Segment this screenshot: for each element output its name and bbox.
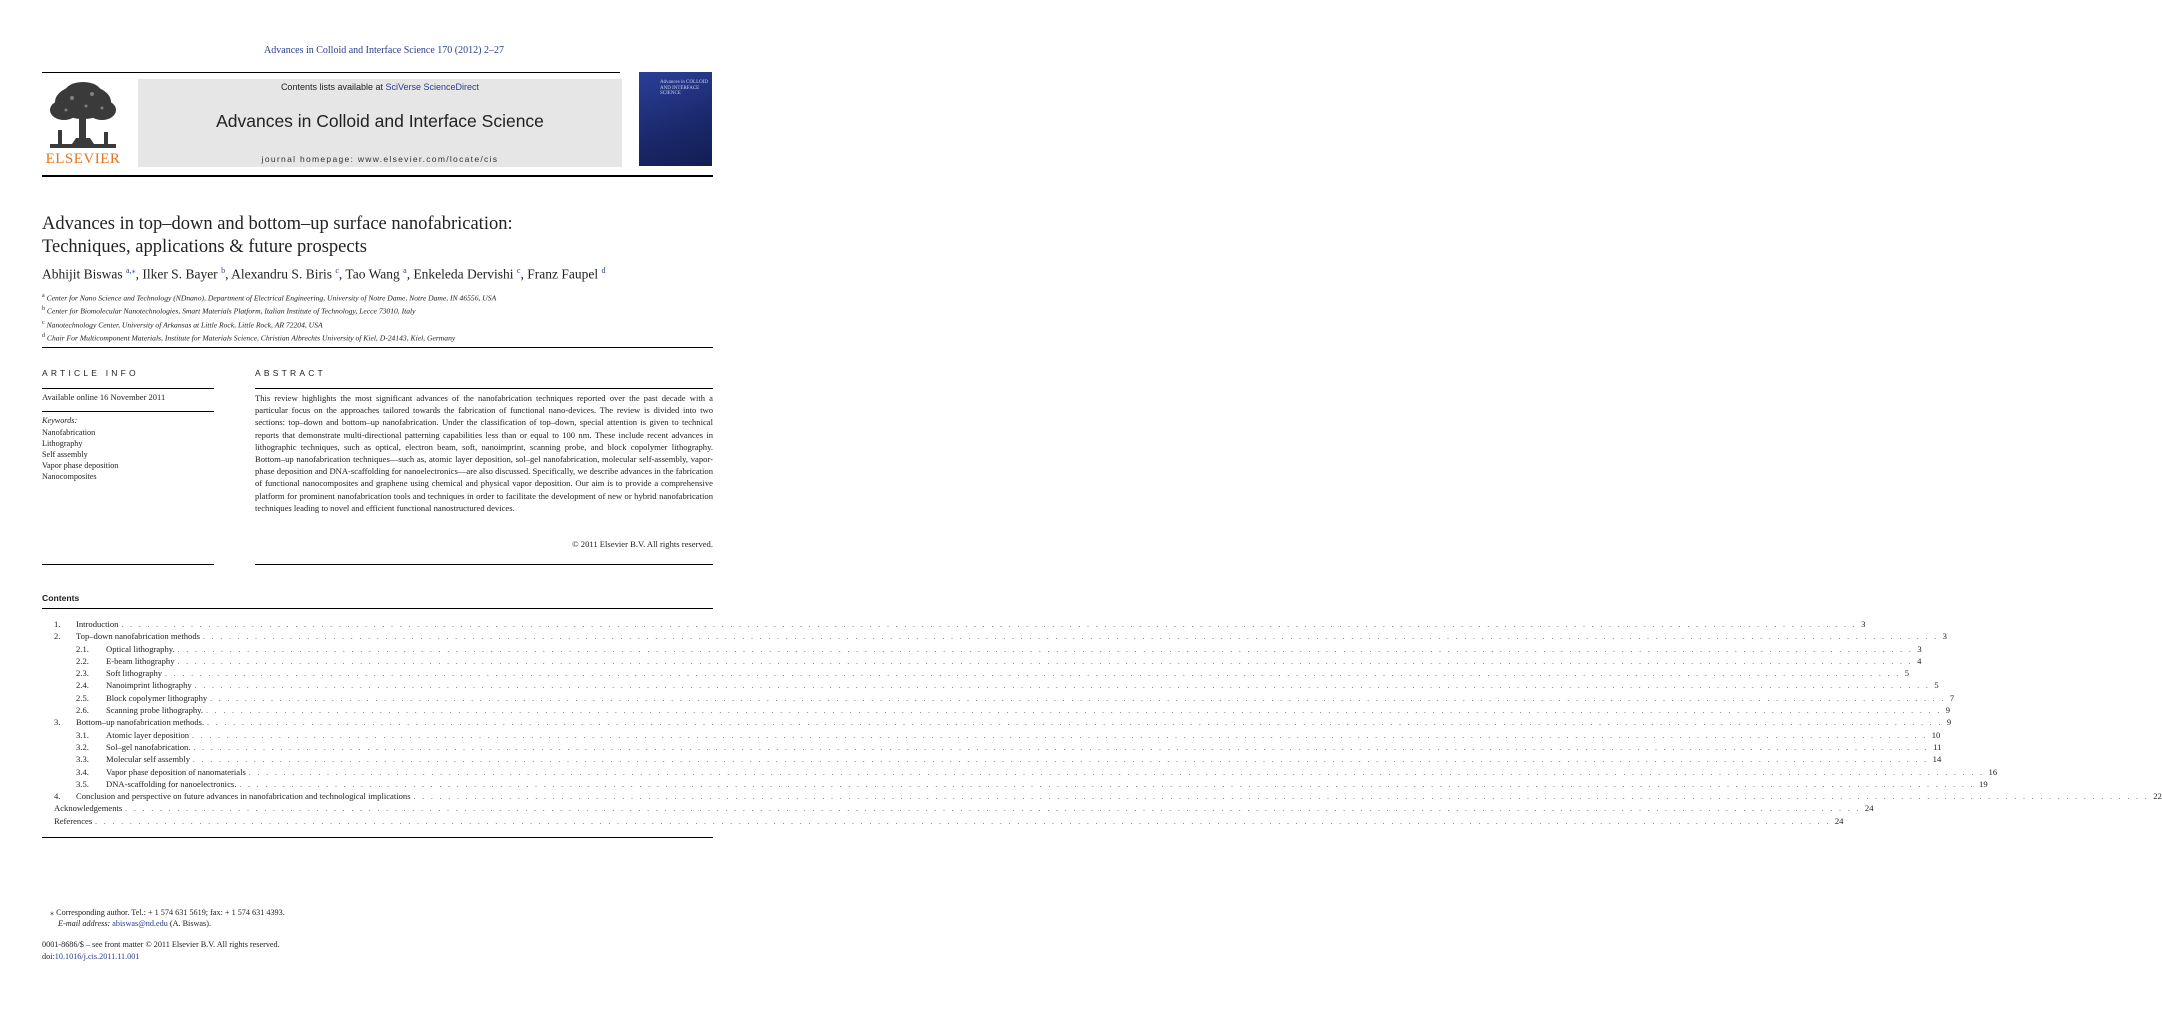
toc-entry-title[interactable]: DNA-scaffolding for nanoelectronics. — [106, 778, 237, 789]
toc-leader-dots: . . . . . . . . . . . . . . . . . . . . . . . . . . . . . . . . . . . . . . . . . . . . . . . . . . . . . . . . . . . . . . . . . . . . . . . . . . . . . . . . . . . . . . . . . . . . . . . . . . . . . . . . . . . . . . . . . . . . . . . . . . . . . . . . . . . . . . . . . . . . . . . . . . . . . . . . . . . . . . . . . . . . . . . . . . . . . . . . . . . . . . . . . . . . . . . . . . . . . . . . — [207, 719, 1943, 728]
available-online-date: Available online 16 November 2011 — [42, 392, 166, 402]
toc-leader-dots: . . . . . . . . . . . . . . . . . . . . . . . . . . . . . . . . . . . . . . . . . . . . . . . . . . . . . . . . . . . . . . . . . . . . . . . . . . . . . . . . . . . . . . . . . . . . . . . . . . . . . . . . . . . . . . . . . . . . . . . . . . . . . . . . . . . . . . . . . . . . . . . . . . . . . . . . . . . . . . . . . . . . . . . . . . . . . . . . . . . . . . . . . . . . . . . . . . . . . . . . — [194, 682, 1931, 691]
article-title-line-2: Techniques, applications & future prospects — [42, 237, 367, 257]
contents-divider — [42, 837, 713, 838]
author-affiliation-link[interactable]: b — [221, 266, 226, 275]
toc-entry-number: 2. — [54, 631, 61, 642]
homepage-link[interactable]: www.elsevier.com/locate/cis — [357, 154, 499, 164]
toc-entry-page: 9 — [1946, 717, 1952, 728]
toc-entry-number: 2.1. — [76, 643, 89, 654]
toc-entry-title[interactable]: Acknowledgements — [54, 803, 123, 814]
toc-entry-title[interactable]: Optical lithography. — [106, 643, 175, 654]
toc-entry-page: 5 — [1934, 680, 1939, 691]
affiliation-marker: d — [42, 332, 45, 339]
affiliation-text: Center for Nano Science and Technology (NDnano), Department of Electrical Engineering, University of Notre Dame, Notre Dame, IN 46556, USA — [46, 293, 497, 303]
affiliation-list — [42, 291, 742, 344]
toc-entry-number: 3.2. — [76, 741, 89, 752]
article-info-divider — [42, 388, 214, 389]
author-affiliation-link[interactable]: a,⁎ — [126, 266, 136, 275]
author-affiliation-link[interactable]: c — [335, 266, 339, 275]
toc-entry-page: 19 — [1979, 778, 1988, 789]
toc-leader-dots: . . . . . . . . . . . . . . . . . . . . . . . . . . . . . . . . . . . . . . . . . . . . . . . . . . . . . . . . . . . . . . . . . . . . . . . . . . . . . . . . . . . . . . . . . . . . . . . . . . . . . . . . . . . . . . . . . . . . . . . . . . . . . . . . . . . . . . . . . . . . . . . . . . . . . . . . . . . . . . . . . . . . . . . . . . . . . . . . . . . . . . . . . . . . . . . . . . . . . . . . — [248, 768, 1985, 777]
toc-entry-number: 2.4. — [76, 680, 89, 691]
toc-entry-title[interactable]: Molecular self assembly — [106, 754, 191, 765]
toc-entry[interactable] — [42, 753, 1942, 765]
toc-entry-number: 2.5. — [76, 692, 89, 703]
toc-leader-dots: . . . . . . . . . . . . . . . . . . . . . . . . . . . . . . . . . . . . . . . . . . . . . . . . . . . . . . . . . . . . . . . . . . . . . . . . . . . . . . . . . . . . . . . . . . . . . . . . . . . . . . . . . . . . . . . . . . . . . . . . . . . . . . . . . . . . . . . . . . . . . . . . . . . . . . . . . . . . . . . . . . . . . . . . . . . . . . . . . . . . . . . . . . . . . . . . . . . . . . . . — [125, 805, 1861, 814]
toc-entry[interactable] — [42, 667, 1910, 679]
toc-leader-dots: . . . . . . . . . . . . . . . . . . . . . . . . . . . . . . . . . . . . . . . . . . . . . . . . . . . . . . . . . . . . . . . . . . . . . . . . . . . . . . . . . . . . . . . . . . . . . . . . . . . . . . . . . . . . . . . . . . . . . . . . . . . . . . . . . . . . . . . . . . . . . . . . . . . . . . . . . . . . . . . . . . . . . . . . . . . . . . . . . . . . . . . . . . . . . . . . . . . . . . . . — [413, 793, 2150, 802]
toc-leader-dots: . . . . . . . . . . . . . . . . . . . . . . . . . . . . . . . . . . . . . . . . . . . . . . . . . . . . . . . . . . . . . . . . . . . . . . . . . . . . . . . . . . . . . . . . . . . . . . . . . . . . . . . . . . . . . . . . . . . . . . . . . . . . . . . . . . . . . . . . . . . . . . . . . . . . . . . . . . . . . . . . . . . . . . . . . . . . . . . . . . . . . . . . . . . . . . . . . . . . . . . . — [210, 694, 1946, 703]
toc-entry-number: 3. — [54, 717, 61, 728]
toc-entry[interactable] — [42, 741, 1942, 753]
journal-title: Advances in Colloid and Interface Science — [216, 111, 544, 131]
article-info-divider — [42, 411, 214, 412]
keyword-item: Lithography — [42, 439, 83, 448]
toc-entry-page: 7 — [1949, 692, 1955, 703]
author-name: Abhijit Biswas — [42, 266, 127, 282]
keywords-label: Keywords: — [42, 416, 78, 425]
keyword-item: Nanofabrication — [42, 428, 96, 437]
toc-entry-number: 2.6. — [76, 705, 89, 716]
toc-leader-dots: . . . . . . . . . . . . . . . . . . . . . . . . . . . . . . . . . . . . . . . . . . . . . . . . . . . . . . . . . . . . . . . . . . . . . . . . . . . . . . . . . . . . . . . . . . . . . . . . . . . . . . . . . . . . . . . . . . . . . . . . . . . . . . . . . . . . . . . . . . . . . . . . . . . . . . . . . . . . . . . . . . . . . . . . . . . . . . . . . . . . . . . . . . . . . . . . . . . . . . . . — [202, 633, 1939, 642]
toc-entry-page: 11 — [1933, 741, 1942, 752]
toc-entry-title[interactable]: Top–down nanofabrication methods — [76, 631, 200, 642]
toc-entry-page: 24 — [1834, 815, 1844, 826]
toc-entry-number: 2.2. — [76, 655, 89, 666]
toc-entry-page: 4 — [1917, 655, 1922, 666]
toc-entry-number: 1. — [54, 619, 61, 629]
journal-homepage-line — [138, 154, 622, 164]
toc-leader-dots: . . . . . . . . . . . . . . . . . . . . . . . . . . . . . . . . . . . . . . . . . . . . . . . . . . . . . . . . . . . . . . . . . . . . . . . . . . . . . . . . . . . . . . . . . . . . . . . . . . . . . . . . . . . . . . . . . . . . . . . . . . . . . . . . . . . . . . . . . . . . . . . . . . . . . . . . . . . . . . . . . . . . . . . . . . . . . . . . . . . . . . . . . . . . . . . . . . . . . . . . — [193, 743, 1930, 752]
toc-leader-dots: . . . . . . . . . . . . . . . . . . . . . . . . . . . . . . . . . . . . . . . . . . . . . . . . . . . . . . . . . . . . . . . . . . . . . . . . . . . . . . . . . . . . . . . . . . . . . . . . . . . . . . . . . . . . . . . . . . . . . . . . . . . . . . . . . . . . . . . . . . . . . . . . . . . . . . . . . . . . . . . . . . . . . . . . . . . . . . . . . . . . . . . . . . . . . . . . . . . . . . . . — [239, 780, 1976, 789]
toc-entry-title[interactable]: Nanoimprint lithography — [106, 680, 192, 691]
toc-entry[interactable] — [42, 679, 1939, 691]
header-bottom-divider — [42, 175, 713, 177]
toc-entry-page: 5 — [1904, 668, 1910, 679]
toc-leader-dots: . . . . . . . . . . . . . . . . . . . . . . . . . . . . . . . . . . . . . . . . . . . . . . . . . . . . . . . . . . . . . . . . . . . . . . . . . . . . . . . . . . . . . . . . . . . . . . . . . . . . . . . . . . . . . . . . . . . . . . . . . . . . . . . . . . . . . . . . . . . . . . . . . . . . . . . . . . . . . . . . . . . . . . . . . . . . . . . . . . . . . . . . . . . . . . . . . . . . . . . . — [206, 707, 1942, 716]
toc-entry-number: 2.3. — [76, 668, 89, 679]
toc-entry-title[interactable]: Soft lithography — [106, 668, 163, 679]
abstract-body: This review highlights the most significant advances of the nanofabrication techniques reported over the past decade with a particular focus on the approaches tailored towards the fabrication of functional nano-devices. The review is divided into two sections: top–down and bottom–up nanofabrication. Under the classification of top–down, special attention is given to technical reports that demonstrate multi-directional patterning capabilities less than or equal to 100 nm. These include recent advances in lithographic techniques, such as optical, electron beam, soft, nanoimprint, scanning probe, and block copolymer lithography. Bottom–up nanofabrication techniques—such as, atomic layer deposition, sol–gel nanofabrication, molecular self-assembly, vapor-phase deposition and DNA-scaffolding for nanoelectronics—are also discussed. Specifically, we describe advances in the fabrication of functional nanocomposites and graphene using chemical and physical vapor deposition. Our aim is to provide a comprehensive platform for prominent nanofabrication tools and techniques in order to facilitate the development of new or hybrid nanofabrication techniques leading to novel and efficient functional nanostructured devices. — [255, 393, 713, 513]
toc-entry[interactable] — [42, 643, 1922, 655]
toc-entry-page: 14 — [1932, 754, 1942, 765]
author-affiliation-link[interactable]: c — [516, 266, 521, 275]
author-affiliation-link[interactable]: d — [601, 266, 606, 275]
affiliation-marker: a — [42, 293, 45, 299]
article-title — [42, 213, 722, 259]
contents-available-line — [138, 82, 622, 92]
doi-prefix: doi: — [42, 952, 55, 961]
contents-heading: Contents — [42, 593, 80, 603]
toc-entry-title[interactable]: Conclusion and perspective on future advances in nanofabrication and technological implications — [76, 791, 411, 802]
author-separator: , — [135, 266, 143, 282]
affiliation-text: Nanotechnology Center, University of Arkansas at Little Rock, Little Rock, AR 72204, USA — [46, 320, 323, 330]
author-name: Franz Faupel — [527, 266, 602, 282]
affiliations-divider — [42, 347, 713, 348]
toc-leader-dots: . . . . . . . . . . . . . . . . . . . . . . . . . . . . . . . . . . . . . . . . . . . . . . . . . . . . . . . . . . . . . . . . . . . . . . . . . . . . . . . . . . . . . . . . . . . . . . . . . . . . . . . . . . . . . . . . . . . . . . . . . . . . . . . . . . . . . . . . . . . . . . . . . . . . . . . . . . . . . . . . . . . . . . . . . . . . . . . . . . . . . . . . . . . . . . . . . . . . . . . . — [95, 817, 1831, 826]
toc-entry-title[interactable]: Scanning probe lithography. — [106, 705, 204, 716]
toc-entry-page: 3 — [1917, 643, 1922, 654]
author-name: Tao Wang — [345, 266, 404, 282]
corresponding-author-note: ⁎ Corresponding author. Tel.: + 1 574 631 5619; fax: + 1 574 631 4393. — [50, 908, 285, 917]
toc-entry[interactable] — [42, 716, 1952, 728]
toc-entry[interactable] — [42, 802, 1874, 814]
abstract-heading: ABSTRACT — [255, 368, 326, 378]
toc-leader-dots: . . . . . . . . . . . . . . . . . . . . . . . . . . . . . . . . . . . . . . . . . . . . . . . . . . . . . . . . . . . . . . . . . . . . . . . . . . . . . . . . . . . . . . . . . . . . . . . . . . . . . . . . . . . . . . . . . . . . . . . . . . . . . . . . . . . . . . . . . . . . . . . . . . . . . . . . . . . . . . . . . . . . . . . . . . . . . . . . . . . . . . . . . . . . . . . . . . . . . . . . — [192, 731, 1928, 740]
author-separator: , — [406, 266, 414, 282]
issn-note: 0001-8686/$ – see front matter © 2011 Elsevier B.V. All rights reserved. — [42, 940, 280, 949]
toc-leader-dots: . . . . . . . . . . . . . . . . . . . . . . . . . . . . . . . . . . . . . . . . . . . . . . . . . . . . . . . . . . . . . . . . . . . . . . . . . . . . . . . . . . . . . . . . . . . . . . . . . . . . . . . . . . . . . . . . . . . . . . . . . . . . . . . . . . . . . . . . . . . . . . . . . . . . . . . . . . . . . . . . . . . . . . . . . . . . . . . . . . . . . . . . . . . . . . . . . . . . . . . . — [177, 657, 1914, 666]
toc-entry-page: 3 — [1861, 619, 1866, 629]
affiliation-marker: b — [42, 306, 45, 313]
author-separator: , — [225, 266, 232, 282]
toc-entry[interactable] — [42, 766, 1998, 778]
sciencedirect-link[interactable]: SciVerse ScienceDirect — [385, 82, 480, 92]
abstract-divider — [255, 564, 713, 565]
affiliation-text: Chair For Multicomponent Materials, Institute for Materials Science, Christian Albrechts University of Kiel, D-24143, Kiel, Germany — [46, 333, 456, 343]
keyword-item: Vapor phase deposition — [42, 461, 119, 470]
toc-entry-number: 3.4. — [76, 766, 89, 777]
toc-entry-page: 24 — [1864, 803, 1874, 814]
email-link[interactable]: abiswas@nd.edu — [112, 919, 168, 928]
toc-entry-title[interactable]: References — [54, 815, 93, 826]
doi-link[interactable]: 10.1016/j.cis.2011.11.001 — [54, 952, 140, 961]
affiliation-item — [42, 331, 742, 344]
toc-leader-dots: . . . . . . . . . . . . . . . . . . . . . . . . . . . . . . . . . . . . . . . . . . . . . . . . . . . . . . . . . . . . . . . . . . . . . . . . . . . . . . . . . . . . . . . . . . . . . . . . . . . . . . . . . . . . . . . . . . . . . . . . . . . . . . . . . . . . . . . . . . . . . . . . . . . . . . . . . . . . . . . . . . . . . . . . . . . . . . . . . . . . . . . . . . . . . . . . . . . . . . . . — [121, 621, 1858, 629]
toc-entry[interactable] — [42, 655, 1922, 667]
keyword-item: Nanocomposites — [42, 472, 97, 481]
toc-entry-page: 10 — [1931, 729, 1941, 740]
toc-entry[interactable] — [42, 618, 1866, 630]
toc-entry-title[interactable]: Vapor phase deposition of nanomaterials — [106, 766, 246, 777]
toc-entry-page: 3 — [1942, 631, 1947, 642]
affiliation-item — [42, 304, 742, 317]
toc-entry[interactable] — [42, 815, 1844, 827]
journal-citation-link[interactable]: Advances in Colloid and Interface Science 170 (2012) 2–27 — [264, 45, 504, 56]
toc-leader-dots: . . . . . . . . . . . . . . . . . . . . . . . . . . . . . . . . . . . . . . . . . . . . . . . . . . . . . . . . . . . . . . . . . . . . . . . . . . . . . . . . . . . . . . . . . . . . . . . . . . . . . . . . . . . . . . . . . . . . . . . . . . . . . . . . . . . . . . . . . . . . . . . . . . . . . . . . . . . . . . . . . . . . . . . . . . . . . . . . . . . . . . . . . . . . . . . . . . . . . . . . — [165, 670, 1901, 679]
author-name: Ilker S. Bayer — [142, 266, 222, 282]
author-affiliation-link[interactable]: a — [403, 266, 407, 275]
toc-entry-title[interactable]: Sol–gel nanofabrication. — [106, 741, 191, 752]
abstract-divider — [255, 388, 713, 389]
toc-entry-title[interactable]: Bottom–up nanofabrication methods. — [76, 717, 205, 728]
toc-leader-dots: . . . . . . . . . . . . . . . . . . . . . . . . . . . . . . . . . . . . . . . . . . . . . . . . . . . . . . . . . . . . . . . . . . . . . . . . . . . . . . . . . . . . . . . . . . . . . . . . . . . . . . . . . . . . . . . . . . . . . . . . . . . . . . . . . . . . . . . . . . . . . . . . . . . . . . . . . . . . . . . . . . . . . . . . . . . . . . . . . . . . . . . . . . . . . . . . . . . . . . . . — [177, 645, 1914, 654]
journal-cover-title: Advances in COLLOID AND INTERFACE SCIENCE — [660, 80, 709, 96]
keyword-item: Self assembly — [42, 450, 88, 459]
toc-entry-title[interactable]: Introduction — [76, 619, 119, 629]
contents-available-prefix: Contents lists available at — [280, 82, 386, 92]
article-info-heading: ARTICLE INFO — [42, 368, 139, 378]
contents-divider — [42, 608, 713, 609]
toc-entry-number: 4. — [54, 791, 61, 802]
toc-entry[interactable] — [42, 692, 1955, 704]
toc-entry[interactable] — [42, 778, 1988, 790]
email-note — [58, 919, 211, 928]
toc-entry[interactable] — [42, 729, 1941, 741]
article-title-line-1: Advances in top–down and bottom–up surface nanofabrication: — [42, 214, 513, 234]
toc-leader-dots: . . . . . . . . . . . . . . . . . . . . . . . . . . . . . . . . . . . . . . . . . . . . . . . . . . . . . . . . . . . . . . . . . . . . . . . . . . . . . . . . . . . . . . . . . . . . . . . . . . . . . . . . . . . . . . . . . . . . . . . . . . . . . . . . . . . . . . . . . . . . . . . . . . . . . . . . . . . . . . . . . . . . . . . . . . . . . . . . . . . . . . . . . . . . . . . . . . . . . . . . — [193, 756, 1929, 765]
affiliation-marker: c — [42, 319, 45, 326]
toc-entry-page: 9 — [1945, 705, 1951, 716]
toc-entry-title[interactable]: Atomic layer deposition — [106, 729, 190, 740]
publisher-logo-text: ELSEVIER — [45, 151, 121, 167]
author-list — [42, 266, 742, 283]
toc-entry-number: 3.1. — [76, 729, 89, 740]
toc-entry-title[interactable]: Block copolymer lithography — [106, 692, 208, 703]
email-suffix: (A. Biswas). — [167, 919, 212, 928]
doi-note — [42, 952, 139, 961]
toc-entry-page: 16 — [1988, 766, 1998, 777]
email-label: E-mail address: — [58, 919, 113, 928]
author-name: Enkeleda Dervishi — [413, 266, 517, 282]
homepage-prefix: journal homepage: — [261, 154, 358, 164]
toc-entry[interactable] — [42, 790, 2162, 802]
header-top-divider — [42, 72, 620, 73]
keywords-list — [42, 427, 118, 482]
toc-entry-number: 3.3. — [76, 754, 89, 765]
affiliation-item — [42, 318, 742, 331]
author-separator: , — [520, 266, 528, 282]
toc-entry-number: 3.5. — [76, 778, 89, 789]
table-of-contents — [42, 618, 2162, 827]
toc-entry-title[interactable]: E-beam lithography — [106, 655, 175, 666]
toc-entry[interactable] — [42, 704, 1951, 716]
abstract-copyright: © 2011 Elsevier B.V. All rights reserved. — [572, 539, 713, 549]
article-info-divider — [42, 564, 214, 565]
author-separator: , — [338, 266, 346, 282]
affiliation-text: Center for Biomolecular Nanotechnologies, Smart Materials Platform, Italian Institute of Technology, Lecce 73010, Italy — [46, 306, 416, 316]
affiliation-item — [42, 291, 742, 304]
toc-entry-page: 22 — [2153, 791, 2162, 802]
toc-entry[interactable] — [42, 630, 1947, 642]
author-name: Alexandru S. Biris — [231, 266, 336, 282]
